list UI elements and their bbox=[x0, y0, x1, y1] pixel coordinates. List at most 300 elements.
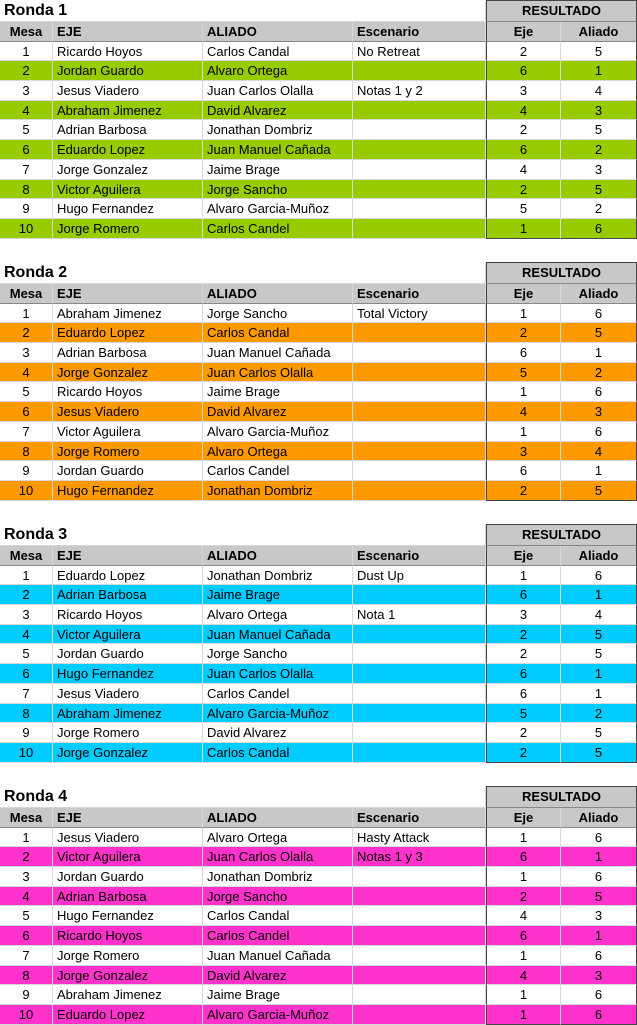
table-row bbox=[0, 644, 637, 664]
escenario-cell: Notas 1 y 3 bbox=[353, 847, 486, 867]
aliado-player-cell: Alvaro Ortega bbox=[203, 442, 353, 462]
result-aliado-cell: 5 bbox=[561, 323, 637, 343]
result-eje-cell: 4 bbox=[486, 160, 561, 180]
mesa-cell: 7 bbox=[0, 160, 53, 180]
result-aliado-cell: 6 bbox=[561, 219, 637, 239]
table-row bbox=[0, 605, 637, 625]
escenario-header: Escenario bbox=[353, 284, 486, 304]
eje-header: EJE bbox=[53, 808, 203, 828]
mesa-cell: 8 bbox=[0, 180, 53, 200]
result-eje-header: Eje bbox=[486, 546, 561, 566]
round-title: Ronda 3 bbox=[0, 524, 486, 546]
result-aliado-cell: 5 bbox=[561, 120, 637, 140]
escenario-cell: Notas 1 y 2 bbox=[353, 81, 486, 101]
mesa-cell: 7 bbox=[0, 422, 53, 442]
mesa-cell: 9 bbox=[0, 461, 53, 481]
result-eje-cell: 5 bbox=[486, 704, 561, 724]
mesa-cell: 9 bbox=[0, 723, 53, 743]
aliado-player-cell: Jaime Brage bbox=[203, 382, 353, 402]
aliado-player-cell: Jonathan Dombriz bbox=[203, 120, 353, 140]
result-aliado-cell: 6 bbox=[561, 382, 637, 402]
result-aliado-cell: 5 bbox=[561, 42, 637, 62]
aliado-player-cell: Juan Manuel Cañada bbox=[203, 140, 353, 160]
escenario-cell bbox=[353, 946, 486, 966]
result-eje-cell: 6 bbox=[486, 585, 561, 605]
table-row bbox=[0, 343, 637, 363]
table-row bbox=[0, 625, 637, 645]
result-eje-cell: 1 bbox=[486, 985, 561, 1005]
escenario-cell bbox=[353, 442, 486, 462]
table-row bbox=[0, 61, 637, 81]
mesa-cell: 3 bbox=[0, 343, 53, 363]
escenario-cell bbox=[353, 481, 486, 501]
mesa-cell: 3 bbox=[0, 81, 53, 101]
table-row bbox=[0, 566, 637, 586]
aliado-player-cell: Carlos Candal bbox=[203, 743, 353, 763]
aliado-player-cell: Alvaro Ortega bbox=[203, 828, 353, 848]
aliado-player-cell: Juan Carlos Olalla bbox=[203, 363, 353, 383]
table-row bbox=[0, 461, 637, 481]
eje-player-cell: Ricardo Hoyos bbox=[53, 926, 203, 946]
aliado-player-cell: Alvaro Ortega bbox=[203, 605, 353, 625]
round-4-section bbox=[0, 786, 637, 1025]
aliado-player-cell: David Alvarez bbox=[203, 966, 353, 986]
aliado-player-cell: Alvaro Garcia-Muñoz bbox=[203, 199, 353, 219]
escenario-cell bbox=[353, 723, 486, 743]
result-aliado-cell: 5 bbox=[561, 743, 637, 763]
result-aliado-cell: 1 bbox=[561, 926, 637, 946]
eje-player-cell: Victor Aguilera bbox=[53, 625, 203, 645]
table-row bbox=[0, 382, 637, 402]
aliado-player-cell: Juan Manuel Cañada bbox=[203, 946, 353, 966]
result-eje-header: Eje bbox=[486, 808, 561, 828]
result-eje-cell: 2 bbox=[486, 625, 561, 645]
result-aliado-cell: 6 bbox=[561, 566, 637, 586]
result-eje-cell: 1 bbox=[486, 566, 561, 586]
aliado-player-cell: Jaime Brage bbox=[203, 160, 353, 180]
eje-player-cell: Ricardo Hoyos bbox=[53, 42, 203, 62]
mesa-cell: 2 bbox=[0, 323, 53, 343]
result-aliado-header: Aliado bbox=[561, 808, 637, 828]
escenario-cell bbox=[353, 867, 486, 887]
mesa-header: Mesa bbox=[0, 22, 53, 42]
aliado-player-cell: Jaime Brage bbox=[203, 585, 353, 605]
result-aliado-header: Aliado bbox=[561, 22, 637, 42]
escenario-cell bbox=[353, 160, 486, 180]
table-row bbox=[0, 323, 637, 343]
escenario-cell: Hasty Attack bbox=[353, 828, 486, 848]
aliado-header: ALIADO bbox=[203, 22, 353, 42]
mesa-cell: 2 bbox=[0, 61, 53, 81]
mesa-cell: 1 bbox=[0, 42, 53, 62]
mesa-cell: 8 bbox=[0, 704, 53, 724]
aliado-player-cell: Juan Manuel Cañada bbox=[203, 343, 353, 363]
mesa-cell: 4 bbox=[0, 625, 53, 645]
result-aliado-cell: 2 bbox=[561, 363, 637, 383]
escenario-cell bbox=[353, 140, 486, 160]
result-aliado-cell: 2 bbox=[561, 140, 637, 160]
aliado-player-cell: Jaime Brage bbox=[203, 985, 353, 1005]
aliado-player-cell: Carlos Candel bbox=[203, 926, 353, 946]
result-aliado-cell: 6 bbox=[561, 985, 637, 1005]
eje-player-cell: Hugo Fernandez bbox=[53, 906, 203, 926]
eje-player-cell: Victor Aguilera bbox=[53, 422, 203, 442]
table-row bbox=[0, 743, 637, 763]
eje-player-cell: Adrian Barbosa bbox=[53, 585, 203, 605]
aliado-player-cell: Juan Carlos Olalla bbox=[203, 664, 353, 684]
result-eje-cell: 3 bbox=[486, 81, 561, 101]
aliado-player-cell: Jorge Sancho bbox=[203, 644, 353, 664]
result-eje-cell: 1 bbox=[486, 382, 561, 402]
aliado-header: ALIADO bbox=[203, 284, 353, 304]
escenario-cell bbox=[353, 323, 486, 343]
escenario-cell bbox=[353, 219, 486, 239]
eje-header: EJE bbox=[53, 546, 203, 566]
result-eje-cell: 1 bbox=[486, 946, 561, 966]
result-aliado-cell: 5 bbox=[561, 481, 637, 501]
eje-player-cell: Jesus Viadero bbox=[53, 402, 203, 422]
eje-header: EJE bbox=[53, 22, 203, 42]
result-aliado-cell: 6 bbox=[561, 828, 637, 848]
mesa-cell: 10 bbox=[0, 1005, 53, 1025]
table-row bbox=[0, 304, 637, 324]
eje-player-cell: Eduardo Lopez bbox=[53, 140, 203, 160]
result-eje-cell: 2 bbox=[486, 887, 561, 907]
eje-player-cell: Jesus Viadero bbox=[53, 828, 203, 848]
result-aliado-cell: 3 bbox=[561, 906, 637, 926]
aliado-player-cell: David Alvarez bbox=[203, 723, 353, 743]
eje-player-cell: Victor Aguilera bbox=[53, 180, 203, 200]
round-title-row bbox=[0, 0, 637, 22]
aliado-player-cell: Carlos Candel bbox=[203, 461, 353, 481]
round-title-row bbox=[0, 524, 637, 546]
eje-player-cell: Jorge Gonzalez bbox=[53, 160, 203, 180]
mesa-cell: 10 bbox=[0, 219, 53, 239]
result-eje-header: Eje bbox=[486, 22, 561, 42]
table-row bbox=[0, 422, 637, 442]
result-eje-cell: 1 bbox=[486, 422, 561, 442]
result-eje-cell: 2 bbox=[486, 644, 561, 664]
eje-header: EJE bbox=[53, 284, 203, 304]
table-row bbox=[0, 847, 637, 867]
eje-player-cell: Jorge Romero bbox=[53, 219, 203, 239]
result-eje-cell: 2 bbox=[486, 743, 561, 763]
escenario-cell bbox=[353, 120, 486, 140]
escenario-cell bbox=[353, 461, 486, 481]
aliado-player-cell: David Alvarez bbox=[203, 402, 353, 422]
table-row bbox=[0, 442, 637, 462]
table-row bbox=[0, 219, 637, 239]
eje-player-cell: Jordan Guardo bbox=[53, 61, 203, 81]
eje-player-cell: Victor Aguilera bbox=[53, 847, 203, 867]
aliado-player-cell: Carlos Candel bbox=[203, 684, 353, 704]
escenario-cell bbox=[353, 966, 486, 986]
mesa-cell: 6 bbox=[0, 402, 53, 422]
column-header-row bbox=[0, 808, 637, 828]
mesa-cell: 4 bbox=[0, 363, 53, 383]
resultado-header: RESULTADO bbox=[486, 524, 637, 546]
mesa-cell: 9 bbox=[0, 199, 53, 219]
aliado-player-cell: Jorge Sancho bbox=[203, 887, 353, 907]
eje-player-cell: Jorge Gonzalez bbox=[53, 363, 203, 383]
eje-player-cell: Eduardo Lopez bbox=[53, 566, 203, 586]
table-row bbox=[0, 946, 637, 966]
result-eje-cell: 6 bbox=[486, 343, 561, 363]
table-row bbox=[0, 180, 637, 200]
result-aliado-cell: 3 bbox=[561, 101, 637, 121]
result-aliado-cell: 3 bbox=[561, 966, 637, 986]
result-eje-cell: 3 bbox=[486, 605, 561, 625]
aliado-player-cell: Carlos Candal bbox=[203, 42, 353, 62]
mesa-cell: 5 bbox=[0, 382, 53, 402]
eje-player-cell: Hugo Fernandez bbox=[53, 664, 203, 684]
escenario-cell bbox=[353, 180, 486, 200]
escenario-cell bbox=[353, 61, 486, 81]
result-aliado-cell: 6 bbox=[561, 422, 637, 442]
mesa-cell: 8 bbox=[0, 442, 53, 462]
table-row bbox=[0, 985, 637, 1005]
result-eje-cell: 6 bbox=[486, 140, 561, 160]
result-aliado-cell: 1 bbox=[561, 461, 637, 481]
column-header-row bbox=[0, 22, 637, 42]
result-eje-cell: 2 bbox=[486, 120, 561, 140]
table-row bbox=[0, 664, 637, 684]
mesa-cell: 8 bbox=[0, 966, 53, 986]
eje-player-cell: Jesus Viadero bbox=[53, 81, 203, 101]
eje-player-cell: Ricardo Hoyos bbox=[53, 382, 203, 402]
result-eje-cell: 4 bbox=[486, 101, 561, 121]
escenario-cell bbox=[353, 382, 486, 402]
table-row bbox=[0, 867, 637, 887]
mesa-cell: 2 bbox=[0, 585, 53, 605]
result-aliado-cell: 5 bbox=[561, 887, 637, 907]
mesa-cell: 7 bbox=[0, 946, 53, 966]
result-aliado-cell: 6 bbox=[561, 304, 637, 324]
result-eje-cell: 2 bbox=[486, 723, 561, 743]
mesa-cell: 2 bbox=[0, 847, 53, 867]
mesa-cell: 9 bbox=[0, 985, 53, 1005]
mesa-cell: 1 bbox=[0, 828, 53, 848]
result-aliado-cell: 5 bbox=[561, 723, 637, 743]
table-row bbox=[0, 704, 637, 724]
aliado-player-cell: David Alvarez bbox=[203, 101, 353, 121]
result-aliado-cell: 2 bbox=[561, 199, 637, 219]
result-aliado-cell: 5 bbox=[561, 180, 637, 200]
escenario-cell bbox=[353, 684, 486, 704]
aliado-player-cell: Jonathan Dombriz bbox=[203, 481, 353, 501]
escenario-cell bbox=[353, 363, 486, 383]
resultado-header: RESULTADO bbox=[486, 786, 637, 808]
aliado-player-cell: Alvaro Garcia-Muñoz bbox=[203, 704, 353, 724]
round-title: Ronda 4 bbox=[0, 786, 486, 808]
result-eje-cell: 4 bbox=[486, 966, 561, 986]
aliado-player-cell: Carlos Candal bbox=[203, 906, 353, 926]
result-eje-header: Eje bbox=[486, 284, 561, 304]
aliado-header: ALIADO bbox=[203, 808, 353, 828]
result-eje-cell: 2 bbox=[486, 323, 561, 343]
round-2-section bbox=[0, 262, 637, 501]
mesa-header: Mesa bbox=[0, 546, 53, 566]
round-title-row bbox=[0, 786, 637, 808]
escenario-cell bbox=[353, 906, 486, 926]
eje-player-cell: Jorge Romero bbox=[53, 723, 203, 743]
aliado-player-cell: Alvaro Ortega bbox=[203, 61, 353, 81]
eje-player-cell: Adrian Barbosa bbox=[53, 887, 203, 907]
escenario-cell: Total Victory bbox=[353, 304, 486, 324]
escenario-cell bbox=[353, 926, 486, 946]
table-row bbox=[0, 402, 637, 422]
aliado-player-cell: Jorge Sancho bbox=[203, 304, 353, 324]
eje-player-cell: Jorge Romero bbox=[53, 442, 203, 462]
escenario-cell bbox=[353, 402, 486, 422]
round-title: Ronda 2 bbox=[0, 262, 486, 284]
resultado-header: RESULTADO bbox=[486, 0, 637, 22]
eje-player-cell: Hugo Fernandez bbox=[53, 481, 203, 501]
mesa-header: Mesa bbox=[0, 284, 53, 304]
aliado-player-cell: Alvaro Garcia-Muñoz bbox=[203, 422, 353, 442]
eje-player-cell: Abraham Jimenez bbox=[53, 704, 203, 724]
result-aliado-cell: 1 bbox=[561, 585, 637, 605]
result-eje-cell: 2 bbox=[486, 481, 561, 501]
table-row bbox=[0, 926, 637, 946]
mesa-cell: 5 bbox=[0, 644, 53, 664]
result-aliado-cell: 5 bbox=[561, 625, 637, 645]
result-aliado-cell: 6 bbox=[561, 946, 637, 966]
result-eje-cell: 4 bbox=[486, 402, 561, 422]
escenario-cell bbox=[353, 644, 486, 664]
table-row bbox=[0, 828, 637, 848]
eje-player-cell: Adrian Barbosa bbox=[53, 120, 203, 140]
result-eje-cell: 1 bbox=[486, 219, 561, 239]
table-row bbox=[0, 723, 637, 743]
aliado-header: ALIADO bbox=[203, 546, 353, 566]
aliado-player-cell: Jorge Sancho bbox=[203, 180, 353, 200]
escenario-cell bbox=[353, 664, 486, 684]
table-row bbox=[0, 81, 637, 101]
eje-player-cell: Adrian Barbosa bbox=[53, 343, 203, 363]
escenario-cell: No Retreat bbox=[353, 42, 486, 62]
result-eje-cell: 3 bbox=[486, 442, 561, 462]
aliado-player-cell: Juan Manuel Cañada bbox=[203, 625, 353, 645]
table-row bbox=[0, 160, 637, 180]
result-aliado-cell: 1 bbox=[561, 847, 637, 867]
mesa-cell: 1 bbox=[0, 566, 53, 586]
eje-player-cell: Jorge Gonzalez bbox=[53, 966, 203, 986]
mesa-cell: 6 bbox=[0, 926, 53, 946]
result-aliado-cell: 6 bbox=[561, 867, 637, 887]
mesa-cell: 10 bbox=[0, 743, 53, 763]
table-row bbox=[0, 363, 637, 383]
round-title-row bbox=[0, 262, 637, 284]
result-eje-cell: 6 bbox=[486, 664, 561, 684]
result-eje-cell: 1 bbox=[486, 1005, 561, 1025]
eje-player-cell: Jesus Viadero bbox=[53, 684, 203, 704]
eje-player-cell: Jorge Gonzalez bbox=[53, 743, 203, 763]
result-aliado-cell: 1 bbox=[561, 664, 637, 684]
round-3-section bbox=[0, 524, 637, 763]
result-eje-cell: 6 bbox=[486, 684, 561, 704]
result-aliado-header: Aliado bbox=[561, 284, 637, 304]
result-eje-cell: 1 bbox=[486, 828, 561, 848]
eje-player-cell: Jordan Guardo bbox=[53, 867, 203, 887]
result-aliado-cell: 3 bbox=[561, 160, 637, 180]
mesa-cell: 10 bbox=[0, 481, 53, 501]
result-aliado-cell: 3 bbox=[561, 402, 637, 422]
result-eje-cell: 6 bbox=[486, 61, 561, 81]
result-aliado-cell: 4 bbox=[561, 605, 637, 625]
result-eje-cell: 6 bbox=[486, 461, 561, 481]
eje-player-cell: Jorge Romero bbox=[53, 946, 203, 966]
table-row bbox=[0, 42, 637, 62]
result-eje-cell: 2 bbox=[486, 42, 561, 62]
table-row bbox=[0, 887, 637, 907]
escenario-header: Escenario bbox=[353, 22, 486, 42]
aliado-player-cell: Carlos Candel bbox=[203, 219, 353, 239]
result-eje-cell: 6 bbox=[486, 847, 561, 867]
result-aliado-cell: 4 bbox=[561, 81, 637, 101]
mesa-cell: 7 bbox=[0, 684, 53, 704]
aliado-player-cell: Alvaro Garcia-Muñoz bbox=[203, 1005, 353, 1025]
eje-player-cell: Jordan Guardo bbox=[53, 644, 203, 664]
eje-player-cell: Abraham Jimenez bbox=[53, 304, 203, 324]
mesa-header: Mesa bbox=[0, 808, 53, 828]
eje-player-cell: Abraham Jimenez bbox=[53, 985, 203, 1005]
eje-player-cell: Eduardo Lopez bbox=[53, 1005, 203, 1025]
round-title: Ronda 1 bbox=[0, 0, 486, 22]
table-row bbox=[0, 101, 637, 121]
escenario-header: Escenario bbox=[353, 546, 486, 566]
mesa-cell: 1 bbox=[0, 304, 53, 324]
escenario-cell bbox=[353, 422, 486, 442]
result-eje-cell: 1 bbox=[486, 304, 561, 324]
escenario-cell bbox=[353, 625, 486, 645]
result-aliado-cell: 6 bbox=[561, 1005, 637, 1025]
result-aliado-cell: 4 bbox=[561, 442, 637, 462]
eje-player-cell: Ricardo Hoyos bbox=[53, 605, 203, 625]
table-row bbox=[0, 585, 637, 605]
aliado-player-cell: Juan Carlos Olalla bbox=[203, 847, 353, 867]
table-row bbox=[0, 140, 637, 160]
mesa-cell: 4 bbox=[0, 101, 53, 121]
escenario-cell: Dust Up bbox=[353, 566, 486, 586]
result-aliado-cell: 5 bbox=[561, 644, 637, 664]
mesa-cell: 6 bbox=[0, 664, 53, 684]
table-row bbox=[0, 906, 637, 926]
column-header-row bbox=[0, 284, 637, 304]
mesa-cell: 5 bbox=[0, 120, 53, 140]
escenario-cell bbox=[353, 985, 486, 1005]
result-eje-cell: 6 bbox=[486, 926, 561, 946]
escenario-cell bbox=[353, 887, 486, 907]
mesa-cell: 3 bbox=[0, 605, 53, 625]
mesa-cell: 6 bbox=[0, 140, 53, 160]
escenario-cell bbox=[353, 101, 486, 121]
result-eje-cell: 4 bbox=[486, 906, 561, 926]
result-eje-cell: 2 bbox=[486, 180, 561, 200]
eje-player-cell: Jordan Guardo bbox=[53, 461, 203, 481]
result-aliado-cell: 2 bbox=[561, 704, 637, 724]
escenario-cell bbox=[353, 343, 486, 363]
aliado-player-cell: Jonathan Dombriz bbox=[203, 566, 353, 586]
table-row bbox=[0, 1005, 637, 1025]
result-eje-cell: 5 bbox=[486, 363, 561, 383]
escenario-cell bbox=[353, 199, 486, 219]
table-row bbox=[0, 481, 637, 501]
aliado-player-cell: Carlos Candal bbox=[203, 323, 353, 343]
table-row bbox=[0, 120, 637, 140]
eje-player-cell: Eduardo Lopez bbox=[53, 323, 203, 343]
eje-player-cell: Abraham Jimenez bbox=[53, 101, 203, 121]
